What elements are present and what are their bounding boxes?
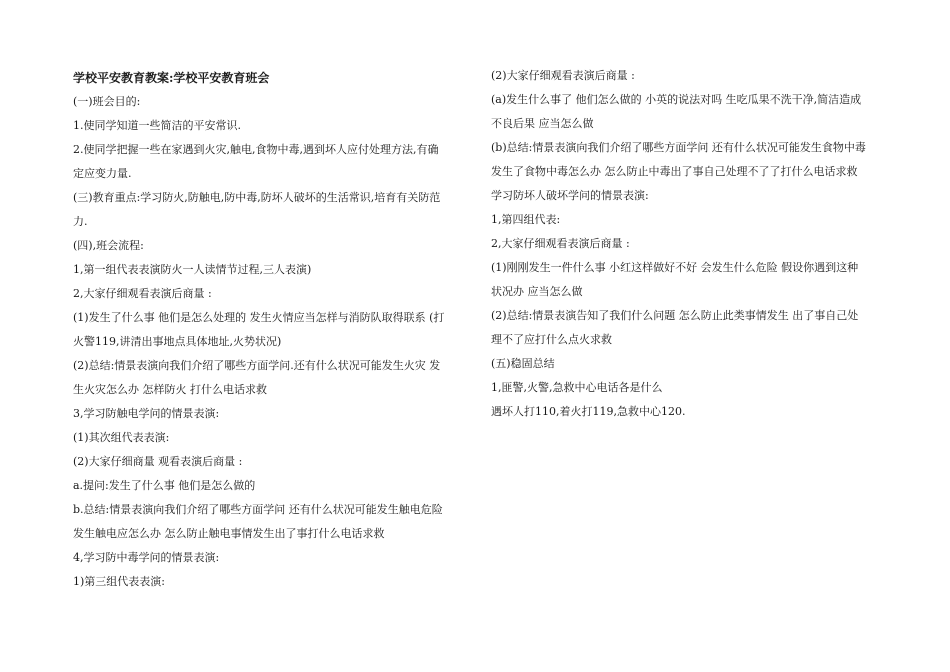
left-column [73, 64, 465, 594]
text-line: 发生触电应怎么办 怎么防止触电事情发生出了事打什么电话求救 [73, 527, 385, 540]
text-line: (a)发生什么事了 他们怎么做的 小英的说法对吗 生吃瓜果不洗干净,简洁造成 [491, 93, 862, 106]
text-line: 2.使同学把握一些在家遇到火灾,触电,食物中毒,遇到坏人应付处理方法,有确 [73, 143, 439, 156]
text-line: 不良后果 应当怎么做 [491, 117, 594, 130]
text-line: 生火灾怎么办 怎样防火 打什么电话求救 [73, 383, 267, 396]
text-line: 学习防坏人破坏学问的情景表演: [491, 189, 649, 202]
text-line: (2)大家仔细商量 观看表演后商量 : [73, 455, 243, 468]
text-line: 定应变力量. [73, 167, 132, 180]
text-line: 2,大家仔细观看表演后商量 : [491, 237, 630, 250]
text-line: 1)第三组代表表演: [73, 575, 165, 588]
text-line: (五)稳固总结 [491, 357, 555, 370]
text-line: 1,匪警,火警,急救中心电话各是什么 [491, 381, 663, 394]
text-line: (1)发生了什么事 他们是怎么处理的 发生火情应当怎样与消防队取得联系 (打 [73, 311, 445, 324]
text-line: 火警119,讲清出事地点具体地址,火势状况) [73, 335, 282, 348]
text-line: 遇坏人打110,着火打119,急救中心120. [491, 405, 686, 418]
text-line: (2)总结:情景表演向我们介绍了哪些方面学问.还有什么状况可能发生火灾 发 [73, 359, 441, 372]
text-line: 力. [73, 215, 88, 228]
text-line: 状况办 应当怎么做 [491, 285, 583, 298]
text-line: (1)其次组代表表演: [73, 431, 170, 444]
text-line: a.提问:发生了什么事 他们是怎么做的 [73, 479, 256, 492]
right-column [491, 64, 883, 424]
text-line: b.总结:情景表演向我们介绍了哪些方面学问 还有什么状况可能发生触电危险 [73, 503, 443, 516]
text-line: 发生了食物中毒怎么办 怎么防止中毒出了事自己处理不了了打什么电话求救 [491, 165, 858, 178]
text-line: 理不了应打什么点火求救 [491, 333, 612, 346]
text-line: 2,大家仔细观看表演后商量 : [73, 287, 212, 300]
text-line: (1)刚刚发生一件什么事 小红这样做好不好 会发生什么危险 假设你遇到这种 [491, 261, 859, 274]
text-line: (b)总结:情景表演向我们介绍了哪些方面学问 还有什么状况可能发生食物中毒 [491, 141, 866, 154]
text-line: (2)总结:情景表演告知了我们什么问题 怎么防止此类事情发生 出了事自己处 [491, 309, 859, 322]
text-line: (一)班会目的: [73, 95, 141, 108]
text-line: (四),班会流程: [73, 239, 144, 252]
text-line: 4,学习防中毒学问的情景表演: [73, 551, 220, 564]
text-line: 3,学习防触电学问的情景表演: [73, 407, 220, 420]
text-line: (三)教育重点:学习防火,防触电,防中毒,防坏人破坏的生活常识,培育有关防范 [73, 191, 441, 204]
text-line: 1.使同学知道一些简洁的平安常识. [73, 119, 241, 132]
text-line: (2)大家仔细观看表演后商量 : [491, 69, 635, 82]
text-line: 1,第四组代表: [491, 213, 561, 226]
text-line: 1,第一组代表表演防火一人读情节过程,三人表演) [73, 263, 312, 276]
document-title: 学校平安教育教案:学校平安教育班会 [73, 71, 270, 85]
